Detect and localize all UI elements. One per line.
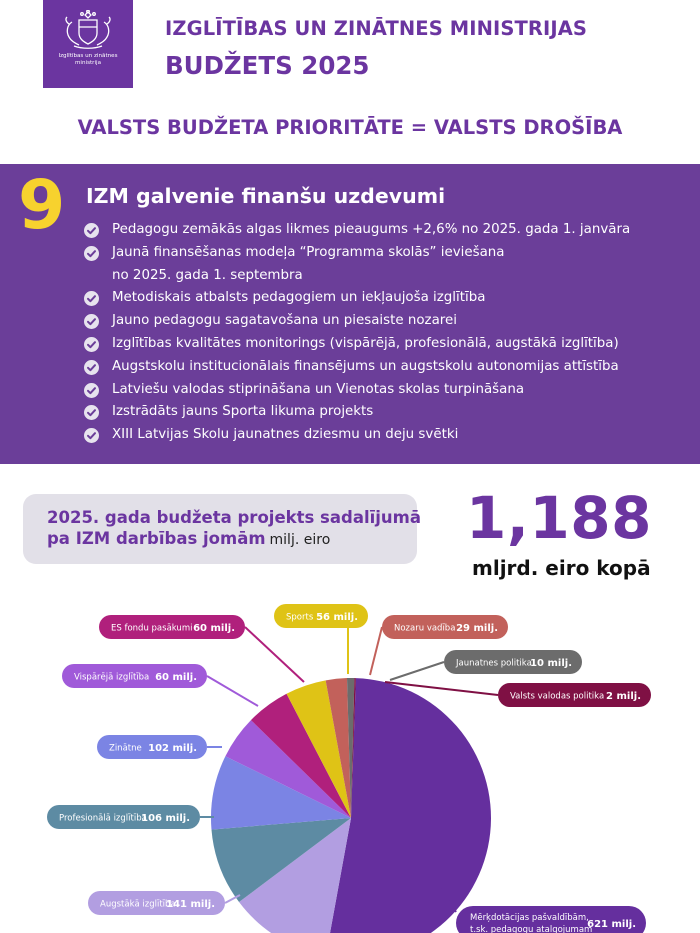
budget-title: BUDŽETS 2025: [165, 51, 370, 80]
check-icon: [84, 223, 99, 238]
callout-3: [97, 735, 222, 759]
slice-name: Sports: [286, 612, 314, 623]
task-item: [84, 219, 674, 242]
callout-leader: [390, 662, 444, 680]
coat-of-arms-icon: [60, 10, 116, 50]
ministry-title: IZGLĪTĪBAS UN ZINĀTNES MINISTRIJAS: [165, 17, 588, 40]
task-text: Izstrādāts jauns Sporta likuma projekts: [112, 404, 374, 420]
task-text: Izglītības kvalitātes monitorings (vispārējā, profesionālā, augstākā izglītība): [112, 335, 619, 351]
slice-value: 10 milj.: [530, 658, 572, 669]
slice-name: Vispārējā izglītība: [74, 672, 150, 683]
check-icon: [84, 337, 99, 352]
slice-value: 106 milj.: [141, 813, 190, 824]
task-item: [84, 356, 674, 379]
tasks-count: 9: [18, 166, 66, 245]
task-text: XIII Latvijas Skolu jaunatnes dziesmu un deju svētki: [112, 427, 459, 443]
slice-name-line2: t.sk. pedagogu atalgojumam: [470, 925, 593, 933]
slice-value: 621 milj.: [587, 919, 636, 930]
slice-value: 60 milj.: [155, 672, 197, 683]
check-icon: [84, 314, 99, 329]
task-text: Pedagogu zemākās algas likmes pieaugums +2,6% no 2025. gada 1. janvāra: [112, 222, 631, 237]
callout-leader: [370, 627, 382, 675]
check-icon: [84, 360, 99, 375]
tasks-list: [84, 219, 674, 447]
callout-6: [274, 604, 368, 674]
task-text: Jauno pedagogu sagatavošana un piesaiste nozarei: [112, 313, 457, 329]
tasks-title: IZM galvenie finanšu uzdevumi: [86, 184, 446, 208]
total-budget-value: 1,188: [466, 484, 652, 552]
slice-value: 56 milj.: [316, 612, 358, 623]
callout-0: [440, 888, 646, 933]
budget-pie-chart: [0, 590, 700, 933]
slice-value: 102 milj.: [148, 743, 197, 754]
logo-text: [58, 53, 117, 67]
slice-value: 141 milj.: [166, 899, 215, 910]
task-item: [84, 401, 674, 424]
callout-1: [88, 891, 240, 915]
slice-name: ES fondu pasākumi: [111, 623, 193, 634]
check-icon: [84, 405, 99, 420]
check-icon: [84, 383, 99, 398]
slice-name-line1: Mērķdotācijas pašvaldībām,: [470, 913, 589, 923]
priority-heading: VALSTS BUDŽETA PRIORITĀTE = VALSTS DROŠĪBA: [77, 116, 623, 139]
task-item: [84, 379, 674, 402]
budget-summary-pill: [23, 494, 421, 564]
task-text: Metodiskais atbalsts pedagogiem un iekļaujoša izglītība: [112, 290, 486, 306]
check-icon: [84, 291, 99, 306]
task-item: [84, 310, 674, 333]
logo-text-line1: Izglītības un zinātnes: [58, 53, 118, 59]
summary-line1: 2025. gada budžeta projekts sadalījumā: [47, 508, 421, 527]
task-text: Augstskolu institucionālais finansējums un augstskolu autonomijas attīstība: [112, 358, 619, 374]
callout-leader: [207, 676, 258, 706]
slice-name: Augstākā izglītība: [100, 899, 176, 910]
task-text: Jaunā finansēšanas modeļa “Programma skolās” ieviešana: [112, 244, 505, 260]
summary-line2: [47, 528, 417, 551]
slice-name: Jaunatnes politika: [456, 658, 532, 669]
callout-8: [390, 650, 582, 680]
task-item: [84, 242, 674, 288]
slice-name: Profesionālā izglītība: [59, 813, 147, 824]
task-text-continued: no 2025. gada 1. septembra: [112, 267, 303, 283]
slice-name: Valsts valodas politika: [510, 691, 605, 702]
task-item: [84, 287, 674, 310]
slice-value: 60 milj.: [193, 623, 235, 634]
logo-text-line2: ministrija: [74, 60, 102, 66]
callout-2: [47, 805, 214, 829]
task-item: [84, 333, 674, 356]
task-text: Latviešu valodas stiprināšana un Vienotas skolas turpināšana: [112, 381, 525, 397]
slice-name: Nozaru vadība: [394, 623, 456, 634]
ministry-logo: [43, 0, 133, 88]
task-item: [84, 424, 674, 447]
slice-value: 29 milj.: [456, 623, 498, 634]
summary-unit: milj. eiro: [269, 532, 331, 548]
callout-leader: [245, 627, 304, 682]
total-budget-caption: mljrd. eiro kopā: [472, 556, 651, 580]
callout-4: [62, 664, 258, 706]
check-icon: [84, 428, 99, 443]
slice-name: Zinātne: [109, 743, 142, 754]
summary-line2-text: pa IZM darbības jomām: [47, 529, 266, 548]
check-icon: [84, 246, 99, 261]
slice-value: 2 milj.: [606, 691, 641, 702]
